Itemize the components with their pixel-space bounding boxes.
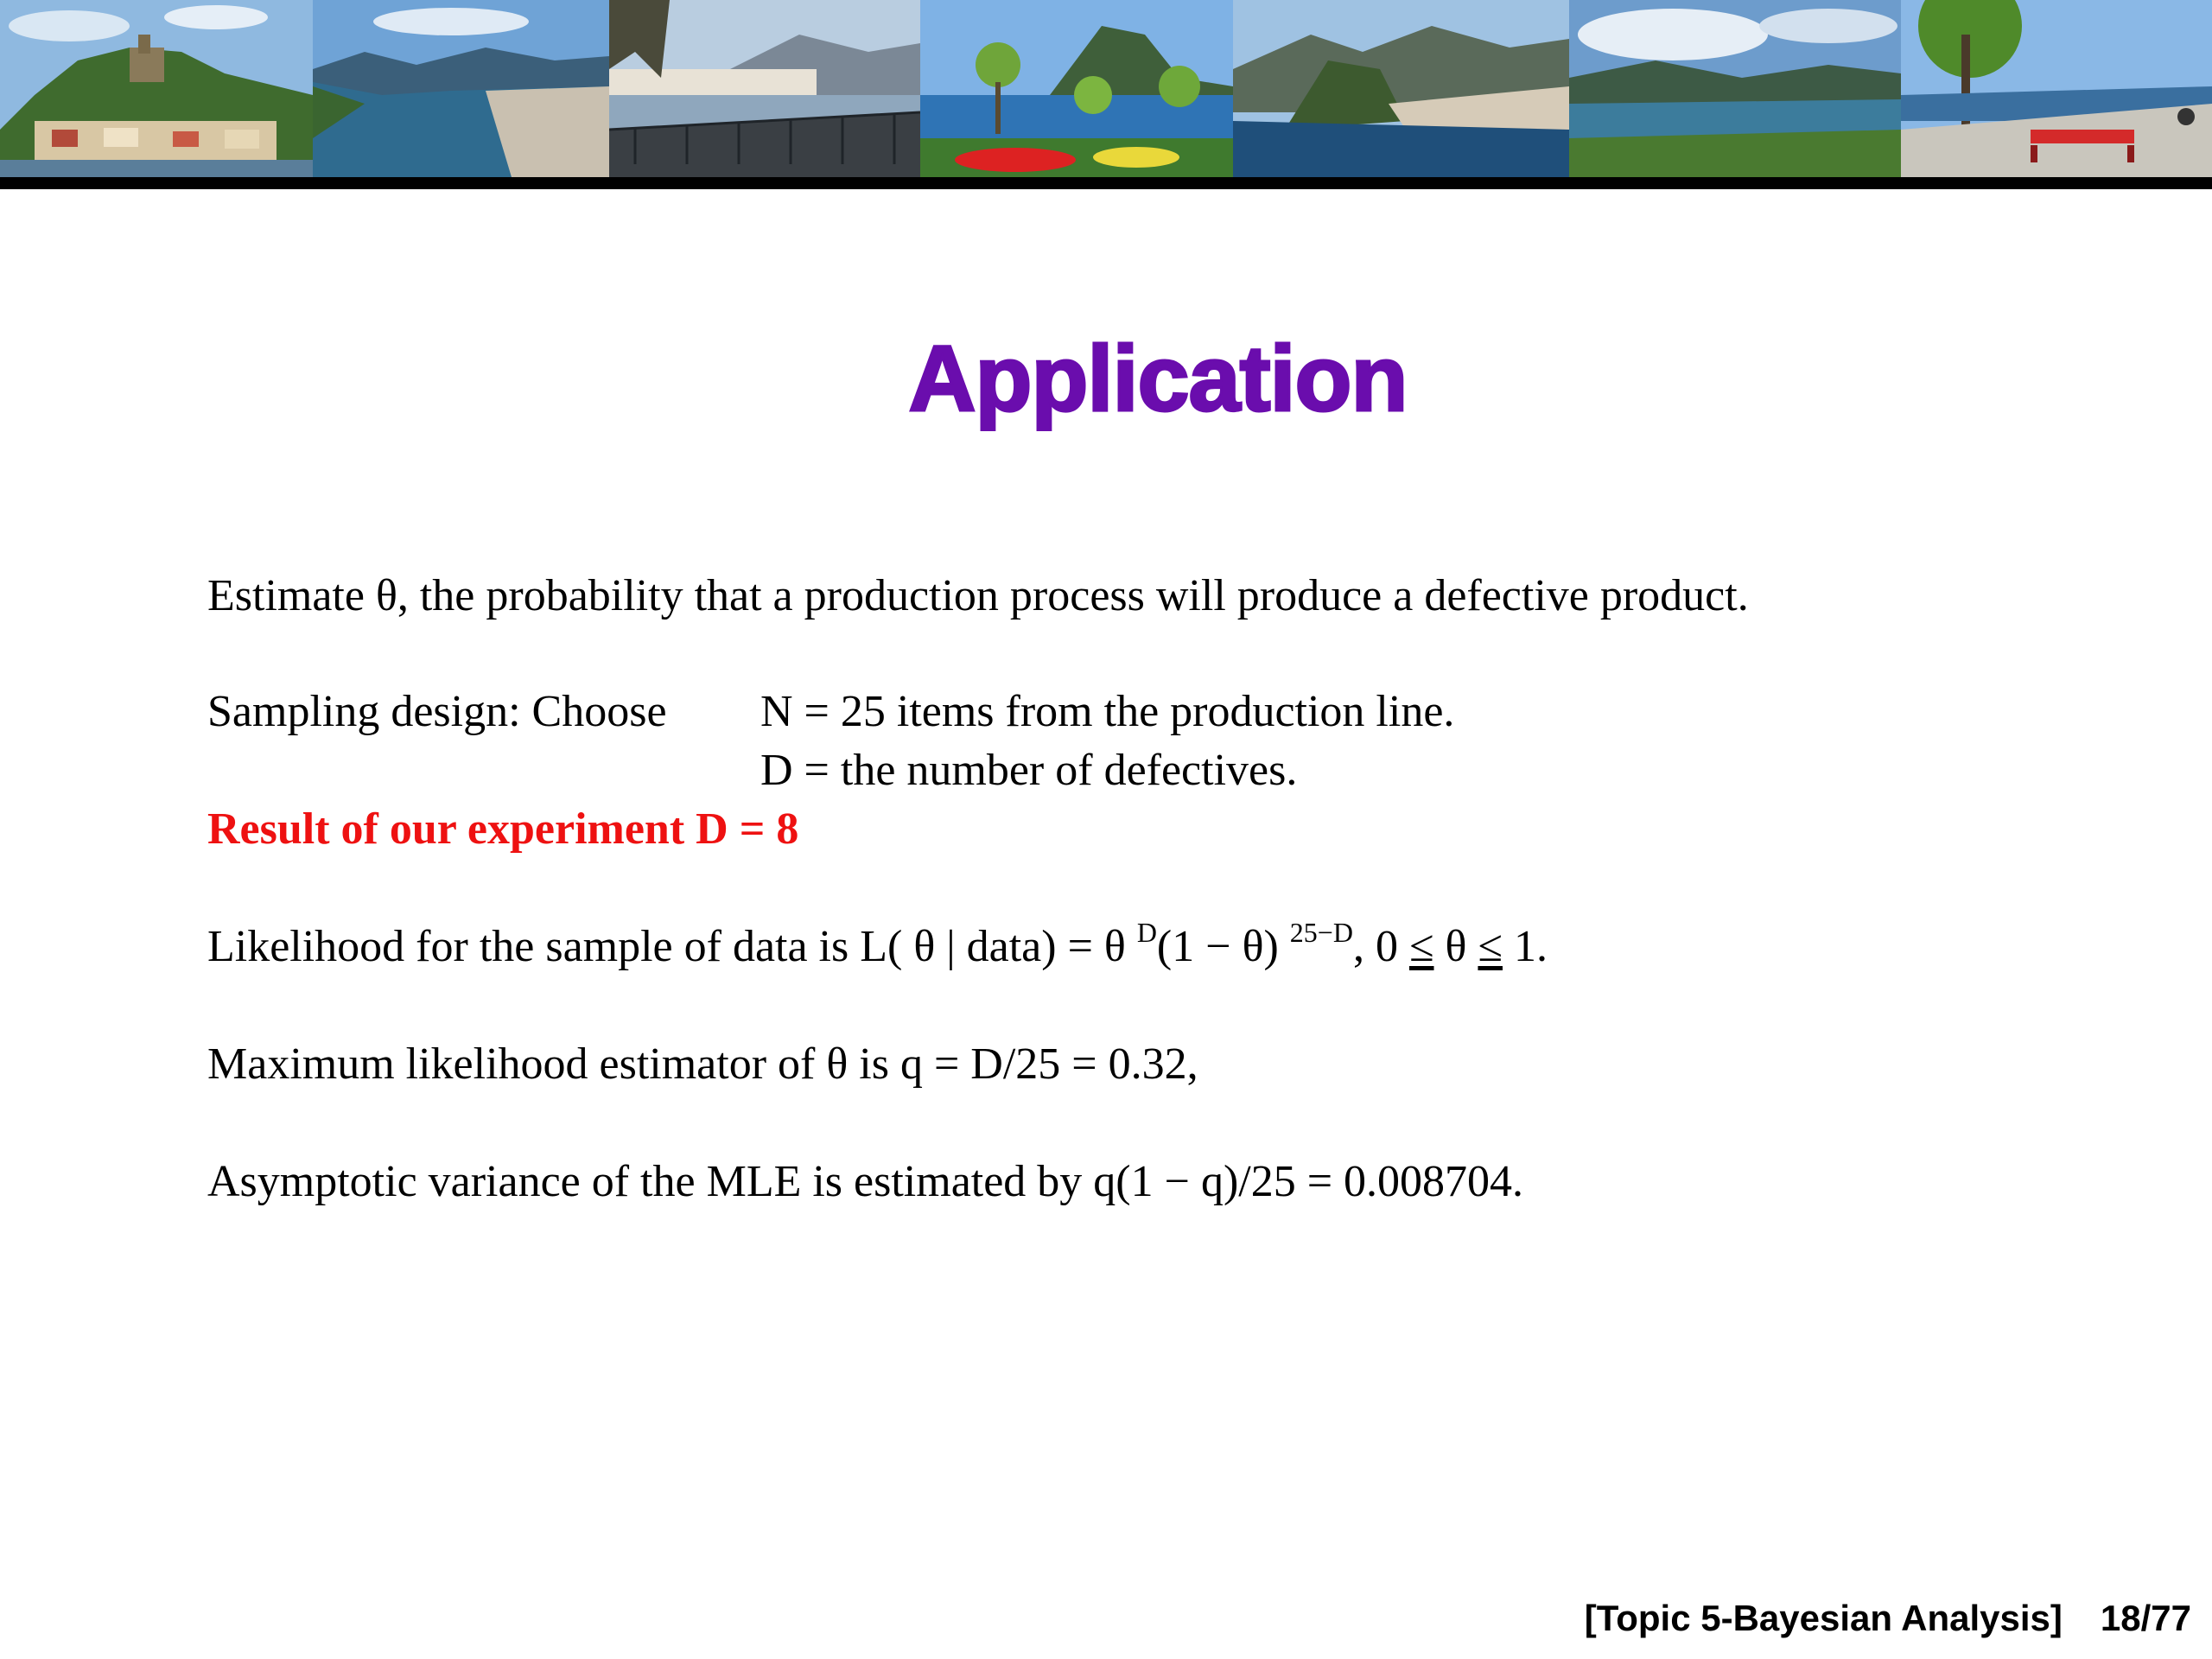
sampling-n-text: N = 25 items from the production line. (760, 687, 1455, 736)
lake-valley-photo (1569, 0, 1901, 177)
likelihood-range-start: , 0 (1352, 922, 1409, 971)
problem-statement: Estimate θ, the probability that a production process will produce a defective product. (207, 571, 1749, 620)
likelihood-range-mid: θ (1433, 922, 1478, 971)
mountain-lake-city-photo (1233, 0, 1569, 177)
lakeside-town-photo (313, 0, 609, 177)
mle-statement: Maximum likelihood estimator of θ is q = D/25 = 0.32, (207, 1039, 1198, 1089)
lake-garden-flowers-photo (920, 0, 1233, 177)
likelihood-factor: (1 − θ) (1156, 922, 1290, 971)
hillside-village-photo (0, 0, 313, 177)
banner-divider (0, 177, 2212, 189)
lake-promenade-railing-photo (609, 0, 920, 177)
variance-statement: Asymptotic variance of the MLE is estimated by q(1 − q)/25 = 0.008704. (207, 1157, 1524, 1206)
likelihood-exponent-25-d: 25−D (1289, 917, 1353, 948)
likelihood-exponent-d: D (1136, 917, 1157, 948)
likelihood-text: Likelihood for the sample of data is L( θ | data) = θ (207, 922, 1137, 971)
slide-title: Application (908, 326, 1408, 430)
likelihood-range-end: 1. (1502, 922, 1548, 971)
sampling-design-label: Sampling design: Choose (207, 687, 667, 736)
footer-page-number: 18/77 (2100, 1598, 2191, 1638)
slide-footer (1585, 1600, 2191, 1637)
promenade-red-bench-photo (1901, 0, 2212, 177)
photo-banner (0, 0, 2212, 177)
experiment-result: Result of our experiment D = 8 (207, 804, 799, 854)
leq-symbol-1: ≤ (1408, 922, 1434, 971)
sampling-design-row (207, 687, 1936, 736)
sampling-d-text: D = the number of defectives. (760, 746, 1298, 795)
footer-topic: [Topic 5-Bayesian Analysis] (1584, 1598, 2063, 1638)
leq-symbol-2: ≤ (1478, 922, 1503, 971)
likelihood-statement (207, 917, 1548, 971)
